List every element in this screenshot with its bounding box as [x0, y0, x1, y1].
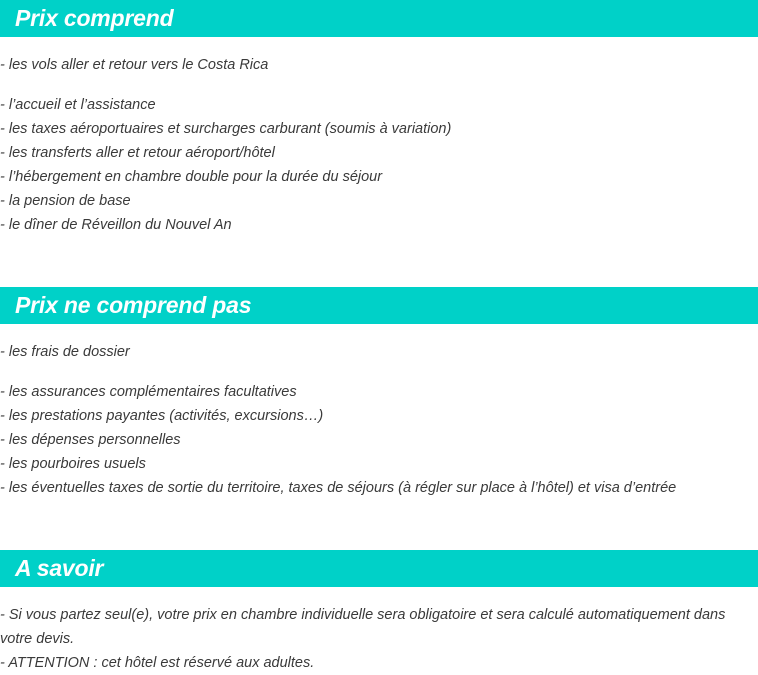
list-item: - l’accueil et l’assistance [0, 97, 156, 113]
section-header [0, 550, 758, 587]
notes-list [0, 603, 758, 675]
section-title: Prix ne comprend pas [15, 292, 252, 318]
included-list [0, 53, 758, 237]
section-title: A savoir [15, 555, 104, 581]
list-item: - les assurances complémentaires facultatives [0, 384, 297, 400]
list-item: - les taxes aéroportuaires et surcharges carburant (soumis à variation) [0, 121, 452, 137]
list-item: - l’hébergement en chambre double pour la durée du séjour [0, 169, 383, 185]
list-item: - les prestations payantes (activités, excursions…) [0, 408, 324, 424]
section-prix-comprend [0, 0, 758, 237]
list-item: - les pourboires usuels [0, 456, 146, 472]
section-title: Prix comprend [15, 5, 174, 31]
list-item: - ATTENTION : cet hôtel est réservé aux adultes. [0, 655, 315, 671]
list-item: - les frais de dossier [0, 344, 130, 360]
section-header [0, 0, 758, 37]
section-a-savoir [0, 550, 758, 675]
excluded-list [0, 340, 758, 500]
list-item: - la pension de base [0, 193, 131, 209]
list-item: - les éventuelles taxes de sortie du territoire, taxes de séjours (à régler sur place à l’hôtel) et visa d’entrée [0, 480, 677, 496]
list-item: - les vols aller et retour vers le Costa Rica [0, 57, 269, 73]
list-item: - les transferts aller et retour aéroport/hôtel [0, 145, 275, 161]
list-item: - les dépenses personnelles [0, 432, 181, 448]
list-item: - le dîner de Réveillon du Nouvel An [0, 217, 232, 233]
section-header [0, 287, 758, 324]
list-item: - Si vous partez seul(e), votre prix en chambre individuelle sera obligatoire et sera calculé automatiquement dans votre devis. [0, 607, 726, 647]
section-prix-ne-comprend-pas [0, 287, 758, 500]
